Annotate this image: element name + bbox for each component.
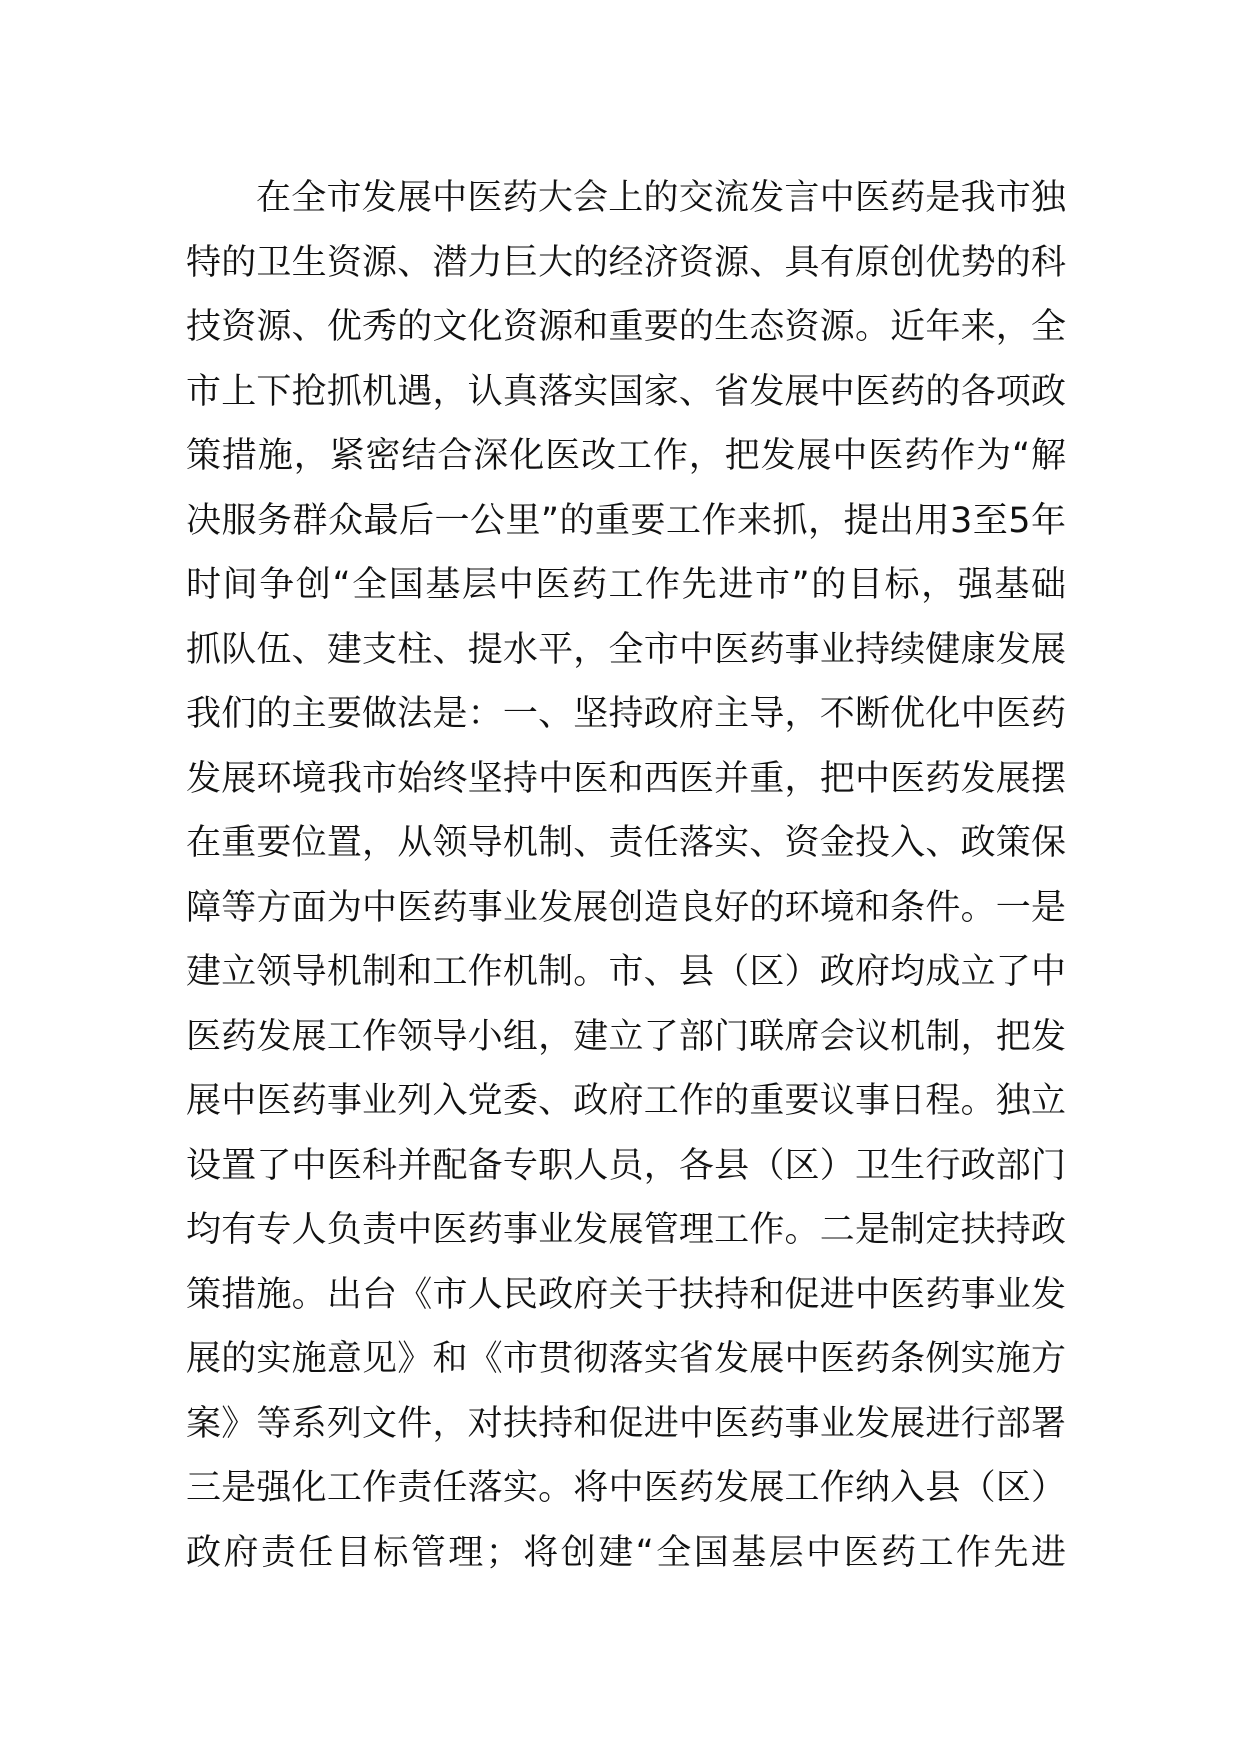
text-line: 策措施，紧密结合深化医改工作，把发展中医药作为“解: [186, 436, 1066, 476]
text-line: 建立领导机制和工作机制。市、县（区）政府均成立了中: [186, 952, 1066, 992]
text-line: 决服务群众最后一公里”的重要工作来抓，提出用3至5年: [186, 500, 1066, 541]
text-line: 展中医药事业列入党委、政府工作的重要议事日程。独立: [186, 1081, 1066, 1121]
text-line: 三是强化工作责任落实。将中医药发展工作纳入县（区）: [186, 1468, 1066, 1508]
text-line: 在全市发展中医药大会上的交流发言中医药是我市独: [256, 178, 1066, 218]
text-line: 政府责任目标管理；将创建“全国基层中医药工作先进: [186, 1532, 1066, 1573]
text-line: 发展环境我市始终坚持中医和西医并重，把中医药发展摆: [186, 758, 1066, 799]
text-line: 展的实施意见》和《市贯彻落实省发展中医药条例实施方: [186, 1339, 1066, 1379]
text-line: 我们的主要做法是：一、坚持政府主导，不断优化中医药: [186, 694, 1066, 734]
body-paragraph: [186, 166, 1066, 1585]
text-line: 市上下抢抓机遇，认真落实国家、省发展中医药的各项政: [186, 371, 1066, 412]
text-line: 时间争创“全国基层中医药工作先进市”的目标，强基础: [186, 565, 1066, 605]
text-line: 策措施。出台《市人民政府关于扶持和促进中医药事业发: [186, 1274, 1066, 1315]
text-line: 抓队伍、建支柱、提水平，全市中医药事业持续健康发展: [186, 629, 1066, 670]
text-line: 案》等系列文件，对扶持和促进中医药事业发展进行部署: [186, 1403, 1066, 1444]
text-line: 技资源、优秀的文化资源和重要的生态资源。近年来，全: [186, 307, 1066, 347]
text-line: 障等方面为中医药事业发展创造良好的环境和条件。一是: [186, 887, 1066, 928]
text-line: 在重要位置，从领导机制、责任落实、资金投入、政策保: [186, 823, 1066, 863]
text-line: 均有专人负责中医药事业发展管理工作。二是制定扶持政: [186, 1210, 1066, 1250]
text-line: 医药发展工作领导小组，建立了部门联席会议机制，把发: [186, 1016, 1066, 1057]
text-line: 特的卫生资源、潜力巨大的经济资源、具有原创优势的科: [186, 242, 1066, 283]
text-line: 设置了中医科并配备专职人员，各县（区）卫生行政部门: [186, 1145, 1066, 1186]
